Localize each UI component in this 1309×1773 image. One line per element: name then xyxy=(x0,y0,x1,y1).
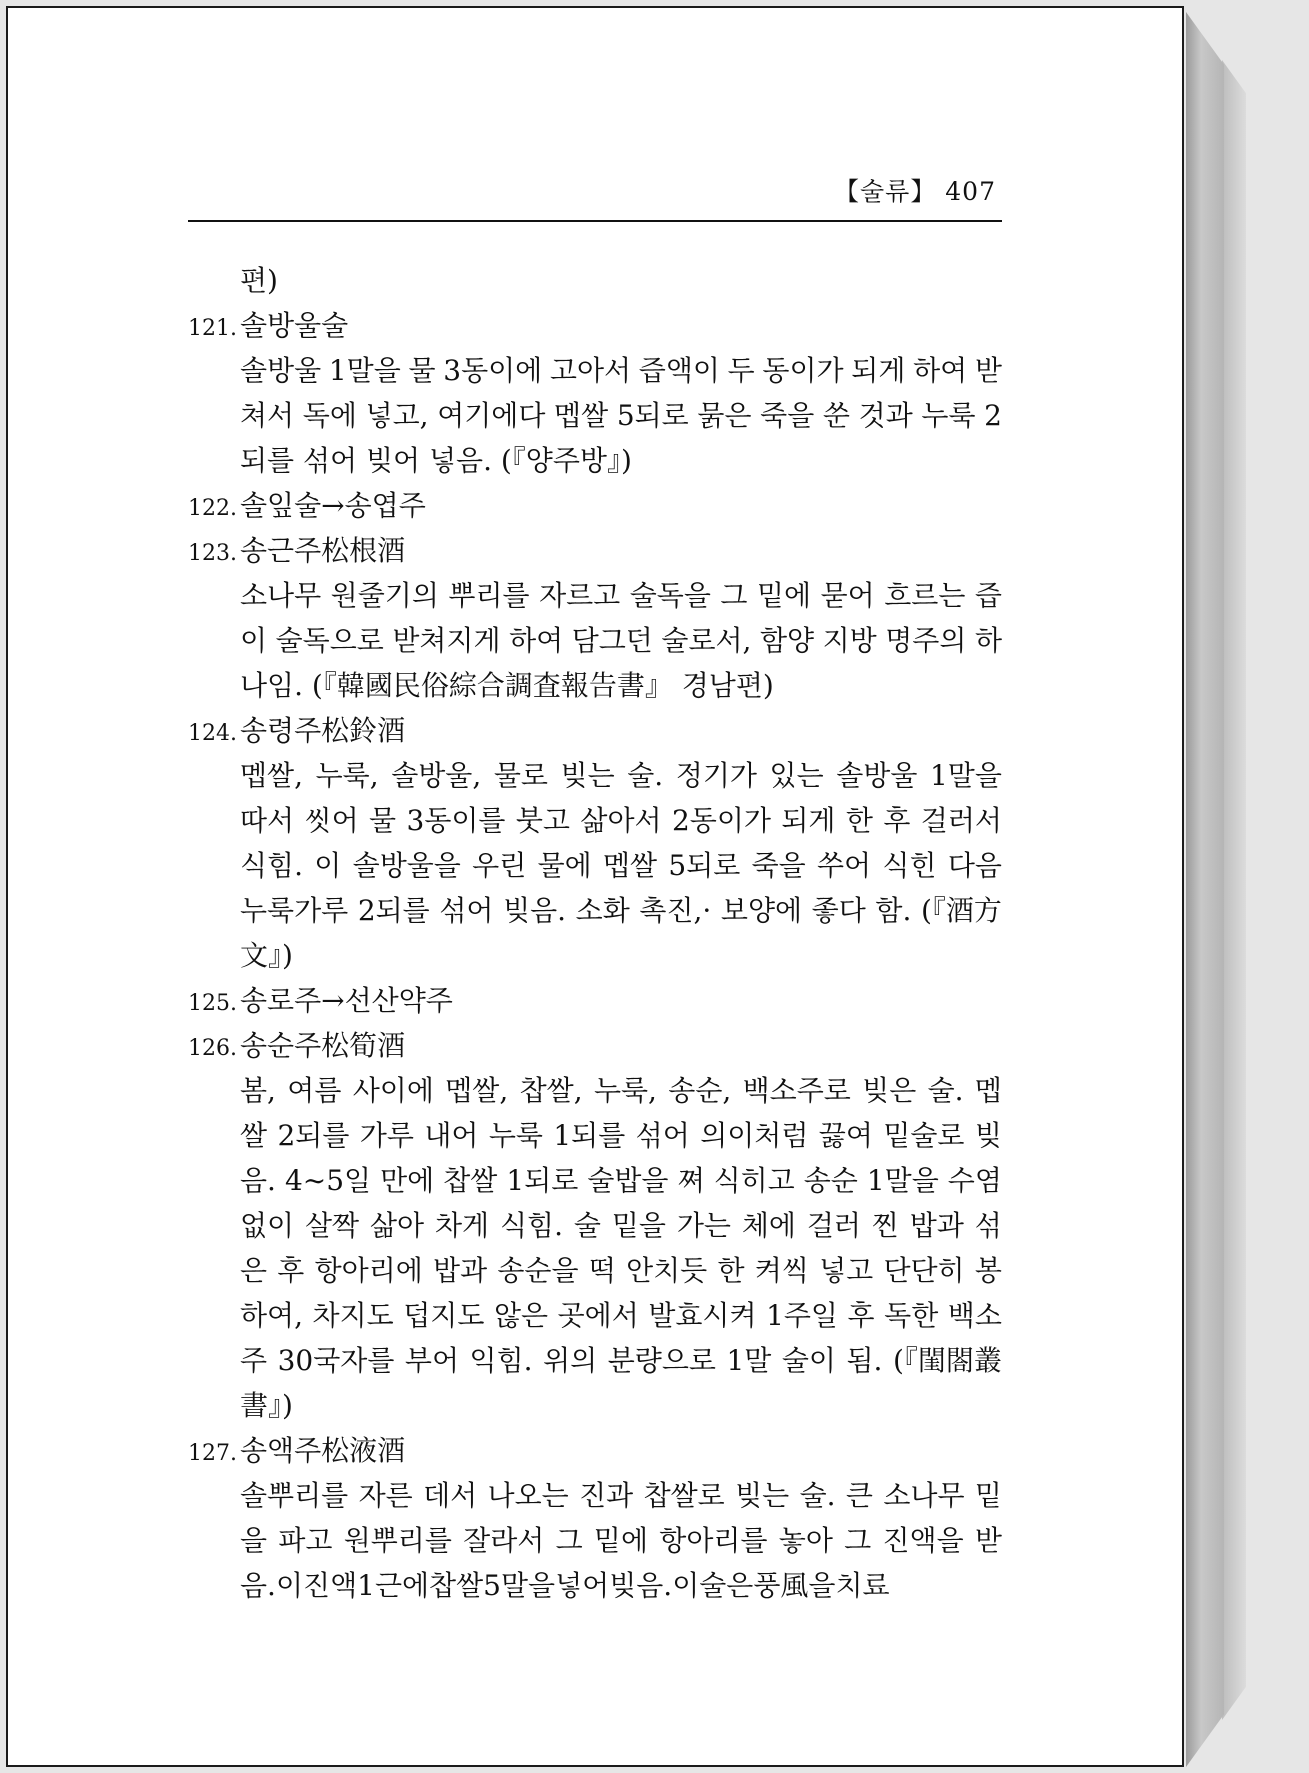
entry-number: 122. xyxy=(188,496,237,521)
text-segment: 큰 xyxy=(845,1479,873,1512)
text-segment: 치료 xyxy=(835,1569,890,1602)
text-segment: 을 xyxy=(240,1524,268,1557)
text-segment: 뿌리를 xyxy=(448,579,530,612)
text-segment: 1되를 xyxy=(553,1119,626,1152)
text-segment: 은 xyxy=(240,1254,268,1287)
text-segment: 쑤어 xyxy=(817,849,872,882)
text-segment: 삶아 xyxy=(370,1209,425,1242)
text-segment: 덥지도 xyxy=(403,1299,485,1332)
entry-heading xyxy=(188,483,1002,528)
text-segment: 3동이에 xyxy=(443,354,543,387)
text-segment: 찹쌀, xyxy=(519,1074,583,1107)
text-segment: 원줄기의 xyxy=(330,579,439,612)
text-segment: 밑에 xyxy=(593,1524,649,1557)
text-segment: 차지도 xyxy=(312,1299,394,1332)
text-segment: 술독으로 xyxy=(275,624,384,657)
entry-title: 송로주→선산약주 xyxy=(240,984,453,1017)
text-segment: 죽을 xyxy=(751,849,806,882)
text-segment: 고아서 xyxy=(549,354,632,387)
text-segment: 누룩 xyxy=(488,1119,543,1152)
text-segment: 술은 xyxy=(699,1569,754,1602)
text-segment: 받 xyxy=(974,354,1002,387)
text-segment: 넣어 xyxy=(555,1569,610,1602)
text-segment: 자르고 xyxy=(539,579,621,612)
text-segment: 누룩가루 xyxy=(240,894,349,927)
text-segment: 받 xyxy=(974,1524,1002,1557)
entry-title: 솔잎술→송엽주 xyxy=(240,489,426,522)
text-segment: 1주일 xyxy=(766,1299,838,1332)
continued-text: 편) xyxy=(240,264,278,297)
text-segment: 곳에서 xyxy=(557,1299,639,1332)
text-segment: 빚 xyxy=(974,1119,1002,1152)
text-segment: 것과 xyxy=(858,399,913,432)
text-segment: 30국자를 xyxy=(277,1344,395,1377)
text-segment: 묽은 xyxy=(697,399,752,432)
text-segment: 단단히 xyxy=(883,1254,965,1287)
text-segment: 식힌 xyxy=(882,849,937,882)
entry-title: 송액주松液酒 xyxy=(240,1434,406,1467)
text-segment: 빚음. xyxy=(609,1569,673,1602)
text-segment: 되를 섞어 빚어 넣음. (『양주방』) xyxy=(240,444,632,477)
text-segment: 솔방울 xyxy=(836,759,918,792)
text-segment: 소나무 xyxy=(883,1479,965,1512)
text-segment: 이 xyxy=(275,1569,304,1602)
text-segment: 수염 xyxy=(947,1164,1002,1197)
text-segment: 물에 xyxy=(537,849,592,882)
text-segment: 봄, xyxy=(240,1074,276,1107)
text-segment: 지방 xyxy=(822,624,877,657)
text-segment: 2되를 xyxy=(357,894,430,927)
text-segment: 주 xyxy=(240,1344,268,1377)
text-segment: 켜씩 xyxy=(754,1254,809,1287)
text-segment: 끓여 xyxy=(818,1119,873,1152)
text-segment: 물로 xyxy=(493,759,548,792)
text-segment: 물 xyxy=(369,804,397,837)
entry-number: 124. xyxy=(188,721,237,746)
text-segment: 1말을 xyxy=(929,759,1002,792)
text-segment: 가는 xyxy=(676,1209,731,1242)
text-segment: 잘라서 xyxy=(463,1524,545,1557)
text-segment: 4∼5일 xyxy=(284,1164,372,1197)
text-segment: 따서 xyxy=(240,804,295,837)
text-segment: 붓고 xyxy=(515,804,570,837)
entry-text-line xyxy=(188,1383,1002,1428)
text-segment: 술. xyxy=(627,759,664,792)
text-segment: 파고 xyxy=(278,1524,333,1557)
page-stack-edge xyxy=(1222,60,1246,1720)
text-segment: 여름 xyxy=(287,1074,342,1107)
text-segment: 5되로 xyxy=(616,399,689,432)
text-segment: 백소주로 xyxy=(742,1074,851,1107)
text-segment: 솔방울, xyxy=(391,759,482,792)
text-segment: 술. xyxy=(799,1479,836,1512)
text-segment: 나임. (『韓國民俗綜合調査報告書』 경남편) xyxy=(240,669,774,702)
text-segment: 섞어 xyxy=(439,894,494,927)
entry-text-line xyxy=(188,393,1002,438)
text-segment: 하 xyxy=(974,624,1002,657)
text-segment: 멥쌀 xyxy=(602,849,658,882)
text-segment: 송순, xyxy=(668,1074,732,1107)
entry-number: 125. xyxy=(188,991,237,1016)
text-segment: 즙 xyxy=(974,579,1002,612)
text-segment: 이 xyxy=(314,849,342,882)
entry-text-line xyxy=(188,1473,1002,1518)
text-segment: 위의 xyxy=(543,1344,598,1377)
text-segment: 부어 xyxy=(404,1344,460,1377)
text-segment: 의이처럼 xyxy=(700,1119,809,1152)
text-segment: 넣고, xyxy=(365,399,429,432)
text-segment: 한 xyxy=(717,1254,745,1287)
text-segment: 빚는 xyxy=(560,759,615,792)
text-segment: 송순을 xyxy=(497,1254,579,1287)
text-segment: 있는 xyxy=(769,759,824,792)
text-segment: 솔방울을 xyxy=(352,849,461,882)
entry-text-line xyxy=(188,933,1002,978)
text-segment: 소화 xyxy=(575,894,630,927)
entry-text-line xyxy=(188,1068,1002,1113)
text-segment: 5되로 xyxy=(668,849,741,882)
text-segment: 함. xyxy=(875,894,912,927)
text-segment: 자른 xyxy=(358,1479,413,1512)
text-segment: 술이 xyxy=(781,1344,836,1377)
text-segment: 즙액이 xyxy=(638,354,720,387)
text-segment: 진액을 xyxy=(882,1524,964,1557)
text-segment: 음. xyxy=(240,1164,276,1197)
entry-text-line xyxy=(188,663,1002,708)
entry-text-line xyxy=(188,798,1002,843)
text-segment: 죽을 xyxy=(760,399,815,432)
text-segment: 물 xyxy=(408,354,436,387)
text-segment: 익힘. xyxy=(469,1344,533,1377)
entry-text-line xyxy=(188,1113,1002,1158)
text-segment: 두 xyxy=(727,354,755,387)
text-segment: 항아리에 xyxy=(314,1254,423,1287)
text-segment: 1말을 xyxy=(328,354,401,387)
text-segment: 쪄 xyxy=(677,1164,705,1197)
text-segment: 밥과 xyxy=(909,1209,964,1242)
text-segment: 文』) xyxy=(240,939,293,972)
text-segment: 우린 xyxy=(472,849,527,882)
text-segment: 누룩, xyxy=(593,1074,657,1107)
entry-text-line xyxy=(188,1338,1002,1383)
text-segment: 항아리를 xyxy=(659,1524,768,1557)
text-segment: 書』) xyxy=(240,1389,293,1422)
text-segment: 씻어 xyxy=(304,804,359,837)
text-segment: 2되를 xyxy=(277,1119,350,1152)
text-segment: 밑을 xyxy=(611,1209,666,1242)
entry-heading xyxy=(188,1428,1002,1473)
text-segment: 보양에 xyxy=(720,894,803,927)
entry-text-line xyxy=(188,348,1002,393)
text-segment: 됨. xyxy=(846,1344,883,1377)
text-segment: 빚음. xyxy=(503,894,567,927)
entry-text-line xyxy=(188,1563,1002,1608)
text-segment: 찐 xyxy=(871,1209,899,1242)
text-segment: 하여 xyxy=(913,354,968,387)
text-segment: 쑨 xyxy=(822,399,850,432)
text-segment: 1말 xyxy=(726,1344,772,1377)
text-segment: 찹쌀 xyxy=(443,1164,498,1197)
entry-number: 127. xyxy=(188,1441,237,1466)
text-segment: 만에 xyxy=(380,1164,435,1197)
text-segment: 2동이가 xyxy=(671,804,771,837)
text-segment: 진과 xyxy=(579,1479,634,1512)
text-segment: 누룩, xyxy=(315,759,379,792)
text-segment: 이 xyxy=(672,1569,700,1602)
text-segment: 쌀 xyxy=(240,1119,268,1152)
text-segment: 빚는 xyxy=(735,1479,790,1512)
entry-text-line xyxy=(188,438,1002,483)
text-segment: 한 xyxy=(845,804,873,837)
text-segment: 내어 xyxy=(424,1119,479,1152)
page-body xyxy=(188,258,1002,1608)
text-segment: 않은 xyxy=(493,1299,549,1332)
text-segment: 밑에 xyxy=(756,579,812,612)
text-segment: 식힘. xyxy=(500,1209,563,1242)
text-segment: 멥쌀 xyxy=(554,399,609,432)
text-segment: 되게 xyxy=(781,804,836,837)
text-segment: 5말을 xyxy=(483,1569,556,1602)
text-segment: 빚은 xyxy=(862,1074,917,1107)
text-segment: 술밥을 xyxy=(587,1164,669,1197)
text-segment: 함양 xyxy=(759,624,815,657)
text-segment: 명주의 xyxy=(885,624,967,657)
text-segment: 원뿌리를 xyxy=(343,1524,452,1557)
text-segment: 걸러 xyxy=(806,1209,861,1242)
text-segment: 걸러서 xyxy=(920,804,1002,837)
text-segment: 솔뿌리를 xyxy=(240,1479,349,1512)
text-segment: 밑 xyxy=(974,1479,1002,1512)
text-segment: 식히고 xyxy=(713,1164,795,1197)
text-segment: 넣고 xyxy=(819,1254,874,1287)
entry-text-line xyxy=(188,1293,1002,1338)
entry-text-line xyxy=(188,1203,1002,1248)
text-segment: 1근에 xyxy=(357,1569,430,1602)
text-segment: 술 xyxy=(573,1209,601,1242)
entry-title: 송령주松鈴酒 xyxy=(240,714,406,747)
entry-text-line xyxy=(188,753,1002,798)
entry-text-line xyxy=(188,888,1002,933)
text-segment: 발효시켜 xyxy=(648,1299,757,1332)
entry-title: 솔방울술 xyxy=(240,309,349,342)
text-segment: 정기가 xyxy=(675,759,757,792)
text-segment: 누룩 xyxy=(921,399,976,432)
text-segment: 백소 xyxy=(947,1299,1002,1332)
text-segment: 섞어 xyxy=(635,1119,690,1152)
text-segment: 멥 xyxy=(974,1074,1002,1107)
text-segment: 받쳐지게 xyxy=(392,624,501,657)
entry-heading xyxy=(188,1023,1002,1068)
text-segment: 놓아 xyxy=(778,1524,833,1557)
text-segment: 하여 xyxy=(509,624,564,657)
text-segment: 멥쌀, xyxy=(445,1074,509,1107)
entry-text-line xyxy=(188,1158,1002,1203)
text-segment: 되게 xyxy=(851,354,906,387)
text-segment: 밑술로 xyxy=(883,1119,965,1152)
entry-text-line xyxy=(188,1518,1002,1563)
entry-title: 송순주松筍酒 xyxy=(240,1029,406,1062)
text-segment: 묻어 xyxy=(820,579,875,612)
text-segment: 동이가 xyxy=(762,354,844,387)
text-segment: 솔방울 xyxy=(240,354,322,387)
text-segment: 떡 xyxy=(588,1254,616,1287)
text-segment: 그 xyxy=(555,1524,583,1557)
entry-number: 121. xyxy=(188,316,237,341)
text-segment: 진액 xyxy=(303,1569,358,1602)
text-segment: 흐르는 xyxy=(884,579,966,612)
text-segment: 밥과 xyxy=(433,1254,488,1287)
text-segment: 2 xyxy=(984,399,1002,432)
text-segment: 살짝 xyxy=(305,1209,360,1242)
text-segment: 여기에다 xyxy=(437,399,546,432)
entry-number: 123. xyxy=(188,541,237,566)
text-segment: 후 xyxy=(277,1254,305,1287)
text-segment: 술. xyxy=(927,1074,964,1107)
text-segment: 1말을 xyxy=(866,1164,939,1197)
text-segment: 차게 xyxy=(435,1209,490,1242)
page-stack-edge xyxy=(1186,12,1224,1767)
text-segment: 독한 xyxy=(884,1299,939,1332)
text-segment: 소나무 xyxy=(240,579,322,612)
text-segment: 좋다 xyxy=(811,894,866,927)
text-segment: 체에 xyxy=(741,1209,796,1242)
entry-number: 126. xyxy=(188,1036,237,1061)
text-segment: (『閨閤叢 xyxy=(892,1344,1002,1377)
text-segment: 안치듯 xyxy=(626,1254,708,1287)
text-segment: 그 xyxy=(720,579,748,612)
text-segment: 풍風을 xyxy=(753,1569,836,1602)
running-head: 【술류】 407 xyxy=(834,177,996,206)
text-segment: 찹쌀 xyxy=(429,1569,484,1602)
text-segment: 봉 xyxy=(974,1254,1002,1287)
text-segment: 가루 xyxy=(359,1119,414,1152)
text-segment: 쳐서 xyxy=(240,399,295,432)
entry-heading xyxy=(188,303,1002,348)
text-segment: 담그던 xyxy=(571,624,653,657)
entry-heading xyxy=(188,528,1002,573)
text-segment: 송순 xyxy=(803,1164,858,1197)
text-segment: 다음 xyxy=(947,849,1002,882)
text-segment: 식힘. xyxy=(240,849,303,882)
entry-text-line xyxy=(188,618,1002,663)
entry-text-line xyxy=(188,1248,1002,1293)
text-segment: 사이에 xyxy=(352,1074,434,1107)
text-segment: 찹쌀로 xyxy=(643,1479,725,1512)
text-segment: 섞 xyxy=(974,1209,1002,1242)
text-segment: 후 xyxy=(847,1299,875,1332)
text-segment: (『酒方 xyxy=(920,894,1002,927)
entry-text-line xyxy=(188,843,1002,888)
entry-text-line xyxy=(188,573,1002,618)
book-page xyxy=(6,6,1184,1767)
text-segment: 데서 xyxy=(423,1479,478,1512)
text-segment: 촉진,· xyxy=(639,894,712,927)
text-segment: 나오는 xyxy=(487,1479,569,1512)
text-segment: 술로서, xyxy=(661,624,752,657)
text-segment: 삶아서 xyxy=(580,804,662,837)
entry-heading xyxy=(188,708,1002,753)
text-segment: 1되로 xyxy=(506,1164,579,1197)
text-segment: 3동이를 xyxy=(406,804,506,837)
entry-title: 송근주松根酒 xyxy=(240,534,406,567)
text-segment: 후 xyxy=(883,804,911,837)
text-segment: 독에 xyxy=(302,399,357,432)
text-segment: 없이 xyxy=(240,1209,295,1242)
text-segment: 분량으로 xyxy=(607,1344,716,1377)
text-segment: 하여, xyxy=(240,1299,303,1332)
text-segment: 술독을 xyxy=(629,579,711,612)
text-segment: 음. xyxy=(240,1569,276,1602)
entry-heading xyxy=(188,978,1002,1023)
text-segment: 그 xyxy=(844,1524,872,1557)
text-segment: 이 xyxy=(240,624,268,657)
text-segment: 멥쌀, xyxy=(240,759,303,792)
header-rule xyxy=(188,220,1002,222)
